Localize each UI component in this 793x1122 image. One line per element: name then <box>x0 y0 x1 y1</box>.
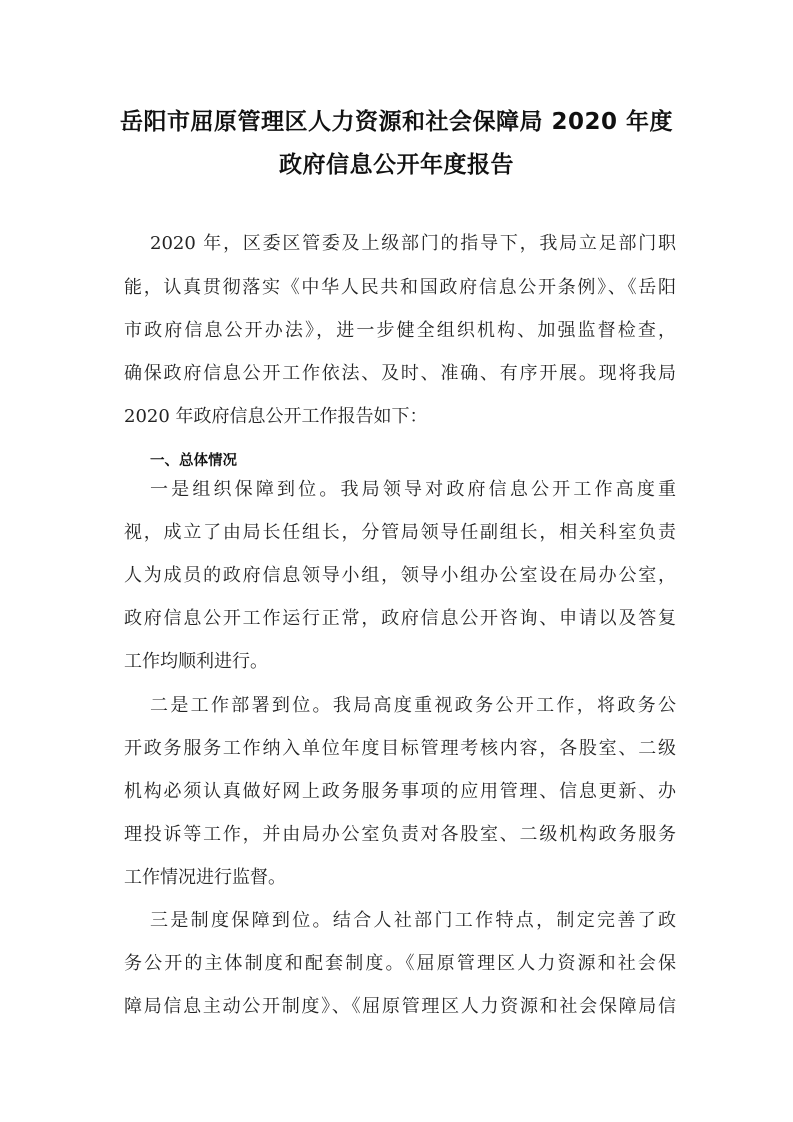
para3-line-3: 障局信息主动公开制度》、《屈原管理区人力资源和社会保障局信 <box>124 996 676 1017</box>
intro-line-5: 2020 年政府信息公开工作报告如下： <box>124 406 428 427</box>
para1-line-4: 政府信息公开工作运行正常，政府信息公开咨询、申请以及答复 <box>124 608 676 629</box>
para3-line-1: 三是制度保障到位。结合人社部门工作特点，制定完善了政 <box>150 910 676 931</box>
para3-line-2: 务公开的主体制度和配套制度。《屈原管理区人力资源和社会保 <box>124 953 676 974</box>
para2-line-2: 开政务服务工作纳入单位年度目标管理考核内容，各股室、二级 <box>124 738 676 759</box>
document-title-line-1: 岳阳市屈原管理区人力资源和社会保障局 2020 年度 <box>119 109 674 135</box>
section-heading-overview: 一、总体情况 <box>150 453 237 469</box>
para2-line-1: 二是工作部署到位。我局高度重视政务公开工作，将政务公 <box>150 695 676 716</box>
document-title-line-2: 政府信息公开年度报告 <box>279 152 514 178</box>
intro-line-1: 2020 年，区委区管委及上级部门的指导下，我局立足部门职 <box>150 233 676 254</box>
intro-line-4: 确保政府信息公开工作依法、及时、准确、有序开展。现将我局 <box>124 363 676 384</box>
para1-line-5: 工作均顺利进行。 <box>124 651 268 672</box>
intro-line-2: 能，认真贯彻落实《中华人民共和国政府信息公开条例》、《岳阳 <box>124 277 676 298</box>
para2-line-3: 机构必须认真做好网上政务服务事项的应用管理、信息更新、办 <box>124 781 676 802</box>
para1-line-3: 人为成员的政府信息领导小组，领导小组办公室设在局办公室， <box>124 565 676 586</box>
para2-line-4: 理投诉等工作，并由局办公室负责对各股室、二级机构政务服务 <box>124 824 676 845</box>
para1-line-1: 一是组织保障到位。我局领导对政府信息公开工作高度重 <box>150 479 676 500</box>
intro-line-3: 市政府信息公开办法》，进一步健全组织机构、加强监督检查， <box>124 320 676 341</box>
para1-line-2: 视，成立了由局长任组长，分管局领导任副组长，相关科室负责 <box>124 522 676 543</box>
para2-line-5: 工作情况进行监督。 <box>124 867 286 888</box>
